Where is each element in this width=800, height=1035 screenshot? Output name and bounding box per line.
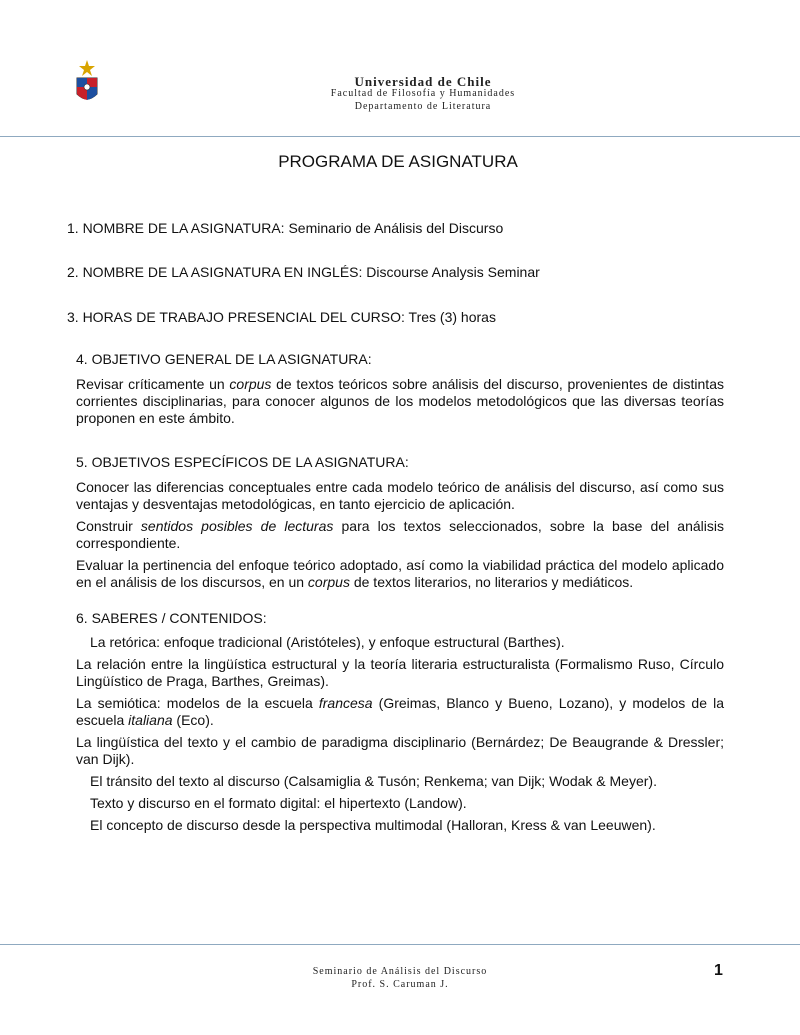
- header-divider: [0, 136, 800, 137]
- department-name: Departamento de Literatura: [354, 101, 492, 112]
- faculty-name: Facultad de Filosofía y Humanidades: [330, 88, 516, 99]
- page-number: 1: [714, 962, 723, 979]
- specific-objective-2: Construir sentidos posibles de lecturas para los textos seleccionados, sobre la base del análisis correspondiente.: [76, 518, 724, 551]
- course-name-value: Seminario de Análisis del Discurso: [288, 220, 504, 236]
- content-item: La retórica: enfoque tradicional (Aristóteles), y enfoque estructural (Barthes).: [90, 634, 565, 650]
- general-objective-text: Revisar críticamente un corpus de textos teóricos sobre análisis del discurso, provenientes de distintas corrientes disciplinarias, para conocer algunos de los modelos metodológicos que las diversas teorías proponen en este ámbito.: [76, 376, 724, 426]
- specific-objective-1: Conocer las diferencias conceptuales entre cada modelo teórico de análisis del discurso, así como sus ventajas y desventajas metodológicas, en tanto ejercicio de aplicación.: [76, 479, 724, 512]
- content-item: El tránsito del texto al discurso (Calsamiglia & Tusón; Renkema; van Dijk; Wodak & Meyer).: [90, 773, 657, 789]
- contents-heading: 6. SABERES / CONTENIDOS:: [76, 610, 267, 626]
- course-hours-label: 3. HORAS DE TRABAJO PRESENCIAL DEL CURSO:: [67, 309, 405, 325]
- specific-objectives-list: [76, 479, 724, 596]
- specific-objective-3: Evaluar la pertinencia del enfoque teórico adoptado, así como la viabilidad práctica del modelo aplicado en el análisis de los discursos, en un corpus de textos literarios, no literarios y mediáticos.: [76, 557, 724, 590]
- university-name: Universidad de Chile: [354, 74, 492, 89]
- footer-course: Seminario de Análisis del Discurso: [312, 966, 488, 977]
- course-name-line: [67, 220, 503, 236]
- specific-objectives-heading: 5. OBJETIVOS ESPECÍFICOS DE LA ASIGNATURA:: [76, 454, 409, 470]
- footer-professor: Prof. S. Caruman J.: [351, 979, 449, 990]
- general-objective-heading: 4. OBJETIVO GENERAL DE LA ASIGNATURA:: [76, 351, 372, 367]
- course-hours-line: [67, 309, 496, 325]
- content-item: El concepto de discurso desde la perspectiva multimodal (Halloran, Kress & van Leeuwen).: [90, 817, 656, 833]
- footer-divider: [0, 944, 800, 945]
- content-item: Texto y discurso en el formato digital: el hipertexto (Landow).: [90, 795, 467, 811]
- course-english-name-value: Discourse Analysis Seminar: [366, 264, 540, 280]
- course-english-name-label: 2. NOMBRE DE LA ASIGNATURA EN INGLÉS:: [67, 264, 363, 280]
- course-english-name-line: [67, 264, 540, 280]
- content-item: La relación entre la lingüística estructural y la teoría literaria estructuralista (Formalismo Ruso, Círculo Lingüístico de Praga, Barthes, Greimas).: [76, 656, 724, 689]
- course-name-label: 1. NOMBRE DE LA ASIGNATURA:: [67, 220, 285, 236]
- content-item: La semiótica: modelos de la escuela francesa (Greimas, Blanco y Bueno, Lozano), y modelos de la escuela italiana (Eco).: [76, 695, 724, 728]
- contents-list: [76, 634, 724, 839]
- content-item: La lingüística del texto y el cambio de paradigma disciplinario (Bernárdez; De Beaugrande & Dressler; van Dijk).: [76, 734, 724, 767]
- page-title: PROGRAMA DE ASIGNATURA: [278, 152, 518, 171]
- course-hours-value: Tres (3) horas: [408, 309, 496, 325]
